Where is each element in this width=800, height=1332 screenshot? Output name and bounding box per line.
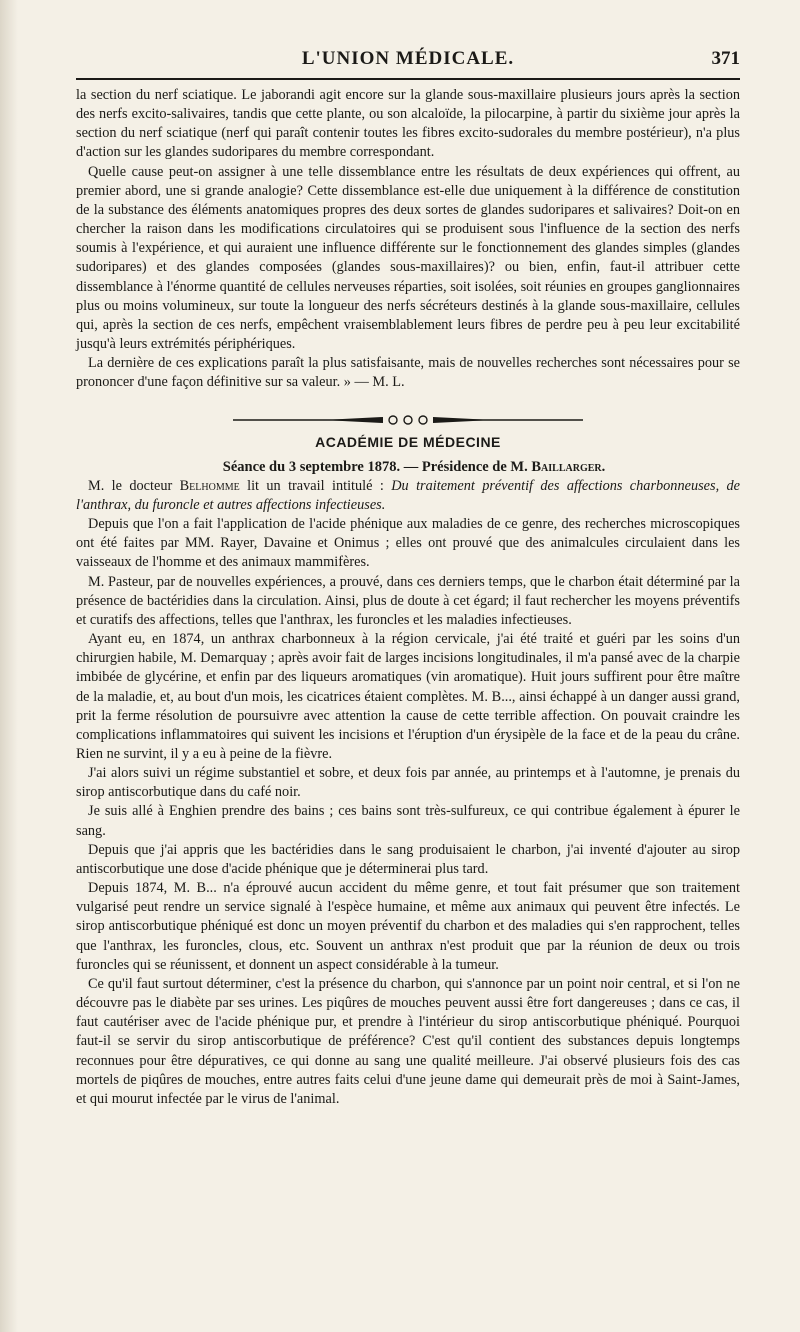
work-title: Du traitement préventif des affections charbonneuses, de l'anthrax, du furoncle et autres affections infectieuses.	[76, 477, 741, 513]
header-rule	[76, 78, 740, 80]
paragraph: Ce qu'il faut surtout déterminer, c'est la présence du charbon, qui s'annonce par un point noir central, et si l'on ne découvre pas le diabète par ses urines. Les piqûres de mouches peuvent aussi être fort dangereuses ; dans ce cas, il faut cautériser avec de l'acide phénique pur, et prendre à l'intérieur du sirop antiscorbutique phéniqué. Pourquoi faut-il se servir du sirop antiscorbutique de préférence? C'est qu'il contient des substances depuis longtemps reconnues pour être dépuratives, ce qui donne au sang une qualité meilleure. J'ai observé plusieurs fois des cas mortels de piqûres de mouches, entre autres faits celui d'une jeune dame qui demeurait près de moi à Saint-James, et qui mourut infectée par le virus de l'animal.	[76, 975, 740, 1107]
paragraph: la section du nerf sciatique. Le jaborandi agit encore sur la glande sous-maxillaire plusieurs jours après la section des nerfs excito-salivaires, tandis que cette plante, ou son alcaloïde, la pilocarpine, à partir du sixième jour après la section du nerf sciatique (nerf qui paraît contenir toutes les fibres excito-sudorales du membre postérieur), n'a plus d'action sur les glandes sudoripares du membre correspondant.	[76, 87, 740, 161]
running-title: L'UNION MÉDICALE.	[301, 48, 515, 69]
paragraph: Depuis 1874, M. B... n'a éprouvé aucun accident du même genre, et tout fait présumer que son traitement vulgarisé peut rendre un service signalé à l'espèce humaine, et même aux animaux qui peuvent être infectés. Le sirop antiscorbutique phéniqué est donc un moyen préventif du charbon et des maladies qui s'en rapprochent, telles que l'anthrax, les furoncles, clous, etc. Souvent un anthrax n'est produit que par la réunion de deux ou trois furoncles qui se réunissent, et donnent un aspect considérable à la tumeur.	[76, 880, 740, 973]
paragraph: Depuis que j'ai appris que les bactéridies dans le sang produisaient le charbon, j'ai inventé d'ajouter au sirop antiscorbutique une dose d'acide phénique que je déterminerai plus tard.	[76, 841, 740, 877]
page-header	[76, 42, 740, 78]
article-content	[76, 86, 740, 1109]
paragraph: Depuis que l'on a fait l'application de l'acide phénique aux maladies de ce genre, des recherches microscopiques ont été faites par MM. Rayer, Davaine et Onimus ; elles ont prouvé que des animalcules circulaient dans les vaisseaux de l'homme et des animaux mammifères.	[76, 516, 740, 571]
paragraph: Je suis allé à Enghien prendre des bains ; ces bains sont très-sulfureux, ce qui contribue également à épurer le sang.	[76, 803, 740, 839]
session-text: Séance du 3 septembre 1878. — Présidence de M.	[222, 458, 528, 475]
session-line	[76, 458, 740, 477]
paragraph: La dernière de ces explications paraît la plus satisfaisante, mais de nouvelles recherches sont nécessaires pour se prononcer d'une façon définitive sur sa valeur. » — M. L.	[76, 355, 740, 391]
section-title: ACADÉMIE DE MÉDECINE	[315, 433, 501, 450]
paragraph: M. Pasteur, par de nouvelles expériences, a prouvé, dans ces derniers temps, que le charbon était déterminé par la présence de bactéridies dans la circulation. Ainsi, plus de doute à cet égard; il faut rechercher les moyens préventifs et curatifs des affections, telles que l'anthrax, les furoncles et les maladies infectieuses.	[76, 573, 740, 628]
intro-prefix: M. le docteur	[88, 477, 173, 494]
president-name: Baillarger	[531, 458, 602, 475]
page-number: 371	[711, 48, 740, 69]
paragraph: J'ai alors suivi un régime substantiel et sobre, et deux fois par année, au printemps et à l'automne, je prenais du sirop antiscorbutique dans du café noir.	[76, 765, 740, 801]
paragraph: Ayant eu, en 1874, un anthrax charbonneux à la région cervicale, j'ai été traité et guéri par les soins d'un chirurgien habile, M. Demarquay ; après avoir fait de larges incisions longitudinales, il m'a pansé avec de la charpie imbibée de glycérine, et enfin par des liqueurs aromatiques (vin aromatique). Huit jours suffirent pour être maître de la maladie, et, au bout d'un mois, les cicatrices étaient complètes. M. B..., ainsi échappé à un danger aussi grand, prit la ferme résolution de poursuivre avec attention la cause de cette terrible affection. On pouvait craindre les complications inflammatoires qui suivent les incisions et l'éruption d'un érysipèle de la face et de la peau du crâne. Rien ne survint, il y a eu à peine de la fièvre.	[76, 631, 740, 762]
author-name: Belhomme	[179, 477, 240, 494]
section-ornament	[76, 413, 740, 427]
paragraph: Quelle cause peut-on assigner à une telle dissemblance entre les résultats de deux expériences qui offrent, au premier abord, une si grande analogie? Cette dissemblance est-elle due uniquement à la différence de constitution de la substance des éléments anatomiques propres des deux sortes de glandes sudoripares et salivaires? Doit-on en chercher la raison dans les modifications circulatoires qui se produisent sous l'influence de la section des nerfs soumis à l'expérience, et qui auraient une influence différente sur le fonctionnement des glandes simples (glandes sudoripares) et des glandes composées (glandes sous-maxillaires)? ou bien, enfin, faut-il attribuer cette dissemblance à l'énorme quantité de cellules nerveuses réparties, soit isolées, soit réunies en groupes ganglionnaires plus ou moins volumineux, sur toute la longueur des nerfs sécréteurs destinés à la glande sous-maxillaire, cellules qui, après la section de ces nerfs, empêchent vraisemblablement leurs fibres de perdre peu à peu leur excitabilité jusqu'à leurs extrémités périphériques.	[76, 163, 740, 353]
session-suffix: .	[601, 458, 606, 475]
intro-middle: lit un travail intitulé :	[247, 477, 384, 494]
intro-paragraph	[76, 477, 740, 515]
page-edge-shadow	[0, 0, 18, 1332]
